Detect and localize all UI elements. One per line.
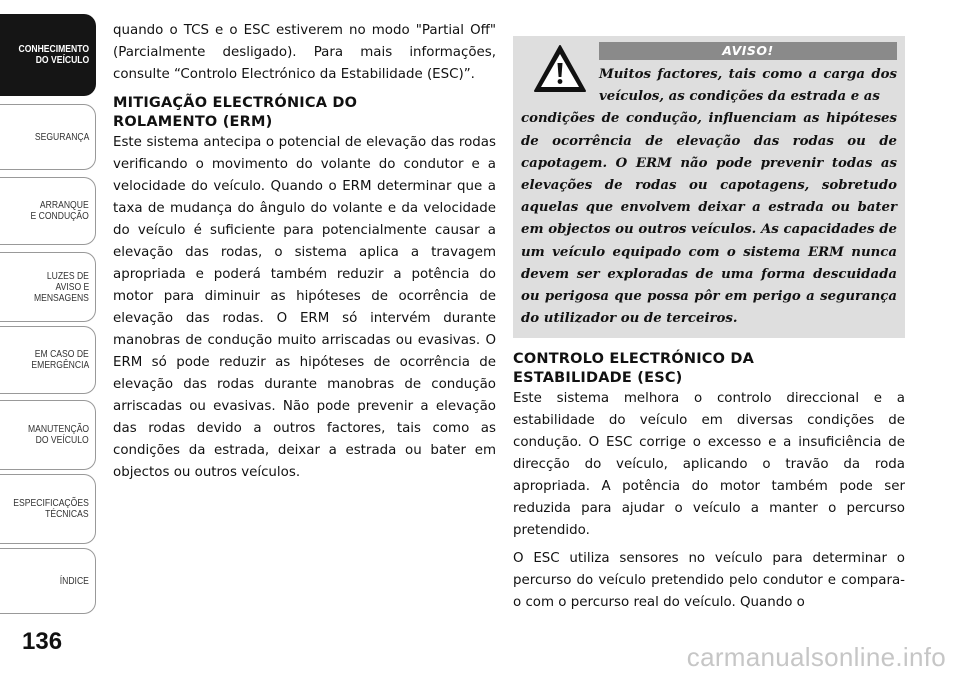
tab-label: MENSAGENS [34, 292, 89, 304]
erm-heading [113, 94, 496, 132]
intro-paragraph: quando o TCS e o ESC estiverem no modo "Partial Off" (Parcialmente desligado). Para mais informações, consulte “Controlo Electrónico da Estabilidade (ESC)”. [113, 23, 496, 82]
tab-conhecimento-do-veiculo[interactable] [0, 14, 96, 96]
esc-paragraph-2: O ESC utiliza sensores no veículo para determinar o percurso do veículo pretendido pelo condutor e compara-o com o percurso real do veículo. Quando o [513, 551, 905, 611]
tab-arranque-e-conducao[interactable] [0, 177, 96, 245]
esc-heading-line: CONTROLO ELECTRÓNICO DA [513, 351, 755, 368]
tab-manutencao-do-veiculo[interactable] [0, 400, 96, 470]
erm-heading-line: MITIGAÇÃO ELECTRÓNICA DO [113, 95, 358, 111]
esc-heading [513, 350, 905, 388]
tab-label: MANUTENÇÃO [27, 424, 89, 435]
esc-paragraph-1: Este sistema melhora o controlo direccional e a estabilidade do veículo em diversas condições de condução. O ESC corrige o excesso e a insuficiência de direcção do veículo, aplicando o travão da roda apropriada. A potência do motor também pode ser reduzida para ajudar o veículo a manter o percurso pretendido. [513, 391, 905, 539]
watermark: carmanualsonline.info [686, 642, 946, 672]
tab-label: ÍNDICE [59, 575, 89, 587]
erm-heading-line: ROLAMENTO (ERM) [113, 114, 273, 130]
right-column [513, 36, 905, 614]
esc-heading-line: ESTABILIDADE (ESC) [513, 370, 683, 387]
warning-text-body: condições de condução, influenciam as hipóteses de ocorrência de elevação das rodas ou de capotagem. O ERM não pode prevenir todas as elevações de rodas ou capotagens, sobretudo aquelas que envolvem deixar a estrada ou bater em objectos ou outros veículos. As capacidades de um veículo equipado com o sistema ERM nunca devem ser exploradas de uma forma descuidada ou perigosa que possa pôr em perigo a segurança do utilizador ou de terceiros. [521, 111, 897, 327]
warning-box [513, 36, 905, 338]
warning-triangle-icon [533, 44, 587, 94]
tab-indice[interactable] [0, 548, 96, 614]
page-number: 136 [22, 628, 63, 655]
section-tabs [0, 0, 98, 678]
tab-label: LUZES DE [46, 270, 89, 282]
left-column [113, 20, 496, 484]
warning-title: AVISO! [599, 42, 897, 60]
tab-label: CONHECIMENTO [18, 44, 89, 55]
tab-luzes-de-aviso-e-mensagens[interactable] [0, 252, 96, 322]
tab-seguranca[interactable] [0, 104, 96, 170]
tab-label: ESPECIFICAÇÕES [13, 498, 89, 509]
tab-em-caso-de-emergencia[interactable] [0, 326, 96, 394]
tab-label: DO VEÍCULO [35, 435, 89, 446]
tab-label: EMERGÊNCIA [31, 360, 89, 371]
tab-especificacoes-tecnicas[interactable] [0, 474, 96, 544]
tab-label: E CONDUÇÃO [30, 211, 89, 222]
tab-label: AVISO E [55, 281, 89, 293]
tab-label: DO VEÍCULO [35, 55, 89, 66]
warning-text-head: Muitos factores, tais como a carga dos veículos, as condições da estrada e as [599, 67, 897, 105]
tab-label: ARRANQUE [40, 200, 89, 211]
tab-label: TÉCNICAS [45, 509, 89, 520]
tab-label: EM CASO DE [34, 349, 89, 360]
tab-label: SEGURANÇA [34, 131, 89, 143]
erm-paragraph: Este sistema antecipa o potencial de elevação das rodas verificando o movimento do volante do condutor e a velocidade do veículo. Quando o ERM determinar que a taxa de mudança do ângulo do volante e da velocidade do veículo é suficiente para potencialmente causar a elevação das rodas, o sistema aplica a travagem apropriada e poderá também reduzir a potência do motor para diminuir as hipóteses de ocorrência de elevação das rodas. O ERM só intervém durante manobras de condução muito arriscadas ou evasivas. O ERM só pode reduzir as hipóteses de ocorrência de elevação das rodas durante manobras de condução arriscadas ou evasivas. Não pode prevenir a elevação das rodas devido a outros factores, tais como as condições da estrada, deixar a estrada ou bater em objectos ou outros veículos. [113, 135, 496, 480]
